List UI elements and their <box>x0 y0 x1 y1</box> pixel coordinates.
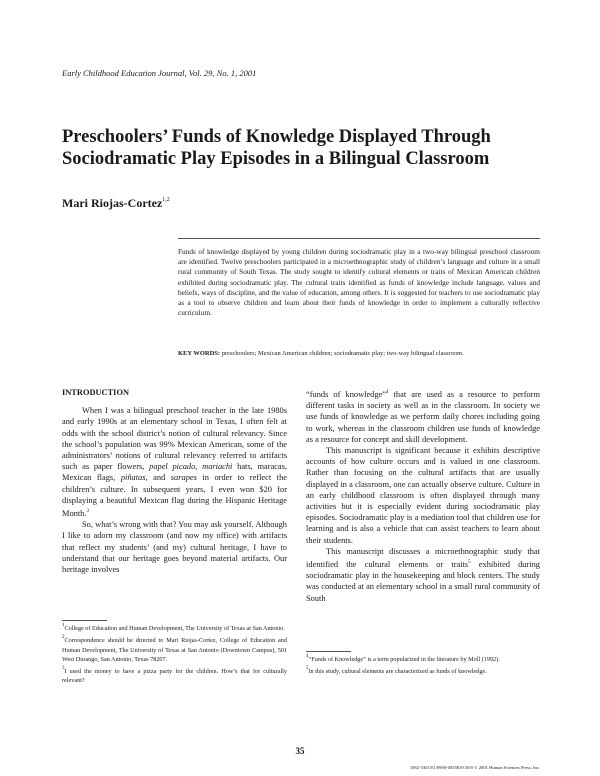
paragraph: When I was a bilingual preschool teacher in the late 1980s and early 1990s at an elementary school in Texas, I often felt at odds with the school district’s notion of cultural relevancy. Since the school’s population was 99% Mexican American, some of the administrators’ notions of cultural relevancy referred to artifacts such as paper flowers, papel picado, mariachi hats, maracas, Mexican flags, piñatas, and sarapes in order to reflect the children’s culture. In subsequent years, I even won $20 for displaying a beautiful Mexican flag during the Hispanic Heritage Month.$^3$ <box>62 406 287 519</box>
paragraph: This manuscript discusses a microethnographic study that identified the cultural elements or traits$^5$ exhibited during sociodramatic play in the housekeeping and block centers. The study was conducted at an elementary school in a small rural community of South <box>306 546 540 603</box>
publisher-imprint: 1082-3301/01/0900-0035$19.50/0 © 2001 Human Sciences Press, Inc. <box>409 765 540 770</box>
page-number: 35 <box>295 746 305 756</box>
footnote-ref: 5 <box>468 560 471 566</box>
body-column-right <box>306 387 540 604</box>
italic-term: sarapes <box>170 473 197 483</box>
footnote: $^2$Correspondence should be directed to Mari Riojas-Cortez, College of Education and Human Development, The University of Texas at San Antonio (Downtown Campus), 501 West Durango, San Antonio, Texas 78207. <box>62 635 287 663</box>
paragraph: This manuscript is significant because it exhibits descriptive accounts of how culture occurs and is valued in one classroom. Rather than focusing on the cultural artifacts that are usually displayed in a classroom, one can actually observe culture. Culture in an early childhood classroom is often displayed through many activities but it is especially evident during sociodramatic play episodes. Sociodramatic play is a mediation tool that children use for learning and is also a vehicle that can assist teachers to learn about their students. <box>306 446 540 545</box>
abstract-divider <box>178 238 540 239</box>
author-name: Mari Riojas-Cortez <box>62 196 163 210</box>
author-affiliation-marks: 1,2 <box>162 197 170 203</box>
section-heading: INTRODUCTION <box>62 388 130 397</box>
footnote-ref: 3 <box>86 509 89 515</box>
footnote: $^1$College of Education and Human Development, The University of Texas at San Antonio. <box>62 623 285 632</box>
journal-citation: Early Childhood Education Journal, Vol. 29, No. 1, 2001 <box>62 68 257 78</box>
italic-term: papel picado <box>149 462 196 472</box>
abstract: Funds of knowledge displayed by young children during sociodramatic play in a two-way bilingual preschool classroom are identified. Twelve preschoolers participated in a microethnographic study of children’s language and culture in a small rural community of South Texas. The study sought to identify cultural elements or traits of Mexican American children exhibited during sociodramatic play. The cultural traits identified as funds of knowledge include language, values and beliefs, ways of discipline, and the value of education, among others. It is suggested for teachers to use sociodramatic play as a tool to observe children and learn about their funds of knowledge in order to implement a culturally reflective curriculum. <box>178 247 540 318</box>
paragraph: “funds of knowledge”$^4$ that are used as a resource to perform different tasks in society as well as in the classroom. In society we use funds of knowledge as we perform daily chores including going to work, whereas in the classroom children use funds of knowledge as a resource for concept and skill development. <box>306 390 540 444</box>
italic-term: mariachi <box>202 462 233 472</box>
footnotes-right <box>306 651 540 677</box>
footnote: $^5$In this study, cultural elements are characterized as funds of knowledge. <box>306 666 487 676</box>
body-column-left <box>62 387 287 575</box>
footnotes-left <box>62 620 287 686</box>
paragraph: So, what’s wrong with that? You may ask yourself. Although I like to adorn my classroom (and now my office) with artifacts that reflect my students’ (and my) cultural heritage, I have to understand that our heritage goes beyond material artifacts. Our heritage involves <box>62 520 287 575</box>
keywords <box>178 349 540 358</box>
author-line <box>62 196 170 211</box>
footnote: $^3$I used the money to have a pizza party for the children. How’s that for culturally relevant? <box>62 666 287 685</box>
footnote: $^4$“Funds of Knowledge” is a term popularized in the literature by Moll (1992). <box>306 654 500 663</box>
keywords-label: KEY WORDS: <box>178 350 221 357</box>
article-title: Preschoolers’ Funds of Knowledge Displayed Through Sociodramatic Play Episodes in a Bilingual Classroom <box>62 127 491 169</box>
italic-term: piñatas <box>120 473 146 483</box>
footnote-ref: 4 <box>385 390 389 395</box>
keywords-list: preschoolers; Mexican American children; sociodramatic play; two-way bilingual classroom. <box>221 350 464 357</box>
